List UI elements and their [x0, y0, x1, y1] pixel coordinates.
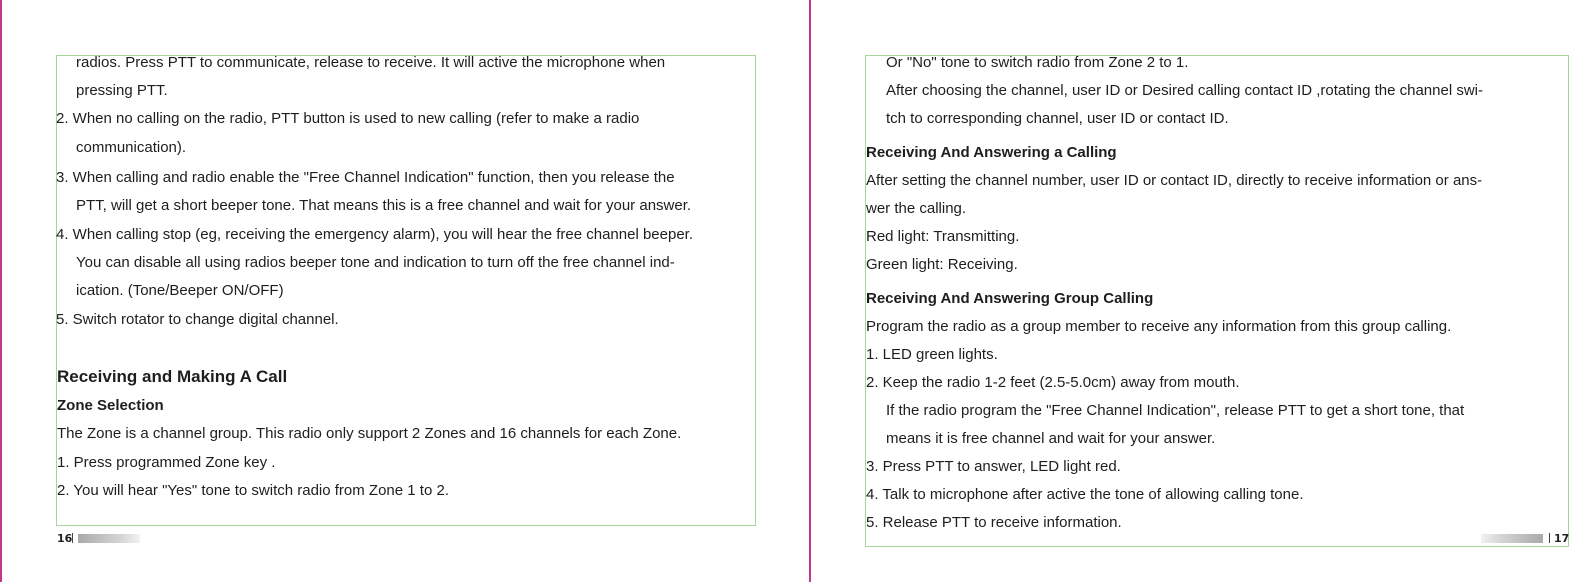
paragraph-line: PTT, will get a short beeper tone. That means this is a free channel and wait for your answer.	[76, 197, 692, 214]
list-item: 4. When calling stop (eg, receiving the emergency alarm), you will hear the free channel beeper.	[56, 226, 694, 243]
list-item: 3. When calling and radio enable the "Free Channel Indication" function, then you release the	[56, 169, 675, 186]
list-item: 2. When no calling on the radio, PTT button is used to new calling (refer to make a radio	[56, 110, 640, 127]
paragraph-line: tch to corresponding channel, user ID or contact ID.	[886, 110, 1229, 127]
page-number: 16	[57, 532, 73, 545]
list-item: 4. Talk to microphone after active the tone of allowing calling tone.	[866, 486, 1304, 503]
paragraph-line: If the radio program the "Free Channel Indication", release PTT to get a short tone, that	[886, 402, 1465, 419]
list-item: 2. Keep the radio 1-2 feet (2.5-5.0cm) away from mouth.	[866, 374, 1240, 391]
section-heading: Receiving and Making A Call	[57, 367, 288, 386]
paragraph-line: Or "No" tone to switch radio from Zone 2 to 1.	[886, 54, 1189, 71]
left-page	[2, 0, 809, 582]
paragraph-line: The Zone is a channel group. This radio only support 2 Zones and 16 channels for each Zone.	[57, 425, 682, 442]
page-number: 17	[1554, 532, 1569, 545]
paragraph-line: wer the calling.	[866, 200, 967, 217]
paragraph-line: Program the radio as a group member to receive any information from this group calling.	[866, 318, 1452, 335]
list-item: 5. Release PTT to receive information.	[866, 514, 1122, 531]
paragraph-line: Green light: Receiving.	[866, 256, 1018, 273]
paragraph-line: communication).	[76, 139, 187, 156]
paragraph-line: pressing PTT.	[76, 82, 168, 99]
section-heading: Receiving And Answering a Calling	[866, 144, 1117, 161]
paragraph-line: After setting the channel number, user ID or contact ID, directly to receive information or ans-	[866, 172, 1483, 189]
list-item: 5. Switch rotator to change digital channel.	[56, 311, 339, 328]
folio-bar	[1481, 534, 1543, 543]
paragraph-line: Red light: Transmitting.	[866, 228, 1020, 245]
folio-divider	[72, 533, 73, 543]
paragraph-line: means it is free channel and wait for your answer.	[886, 430, 1216, 447]
list-item: 2. You will hear "Yes" tone to switch radio from Zone 1 to 2.	[57, 482, 449, 499]
section-heading: Receiving And Answering Group Calling	[866, 290, 1154, 307]
folio-bar	[78, 534, 140, 543]
list-item: 1. LED green lights.	[866, 346, 998, 363]
paragraph-line: radios. Press PTT to communicate, release to receive. It will active the microphone when	[76, 54, 666, 71]
paragraph-line: You can disable all using radios beeper tone and indication to turn off the free channel ind-	[76, 254, 675, 271]
paragraph-line: After choosing the channel, user ID or Desired calling contact ID ,rotating the channel swi-	[886, 82, 1483, 99]
folio-divider	[1549, 533, 1550, 543]
list-item: 1. Press programmed Zone key .	[57, 454, 276, 471]
right-page	[811, 0, 1569, 582]
paragraph-line: ication. (Tone/Beeper ON/OFF)	[76, 282, 284, 299]
list-item: 3. Press PTT to answer, LED light red.	[866, 458, 1121, 475]
subsection-heading: Zone Selection	[57, 397, 164, 414]
